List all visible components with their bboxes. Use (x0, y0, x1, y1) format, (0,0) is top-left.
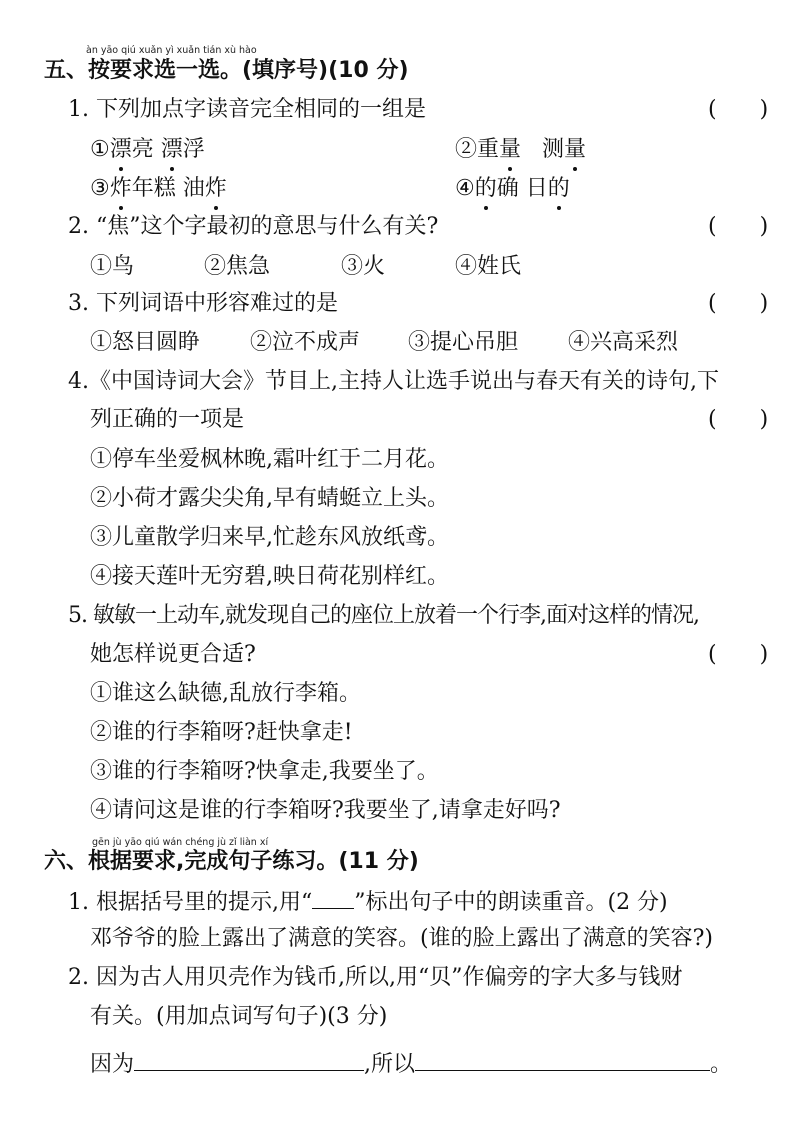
q1-option-3 (90, 175, 227, 203)
s6-q2-text-line2: 有关。(用加点词写句子)(3 分) (90, 1004, 388, 1029)
q3-option-3: ③提心吊胆 (408, 330, 519, 355)
q3-option-1: ①怒目圆睁 (90, 330, 201, 355)
q1-option-2 (455, 136, 586, 164)
q3-option-4: ④兴高采烈 (568, 330, 679, 355)
q5-text-line1: 5. 敏敏一上动车,就发现自己的座位上放着一个行李,面对这样的情况, (68, 603, 699, 628)
s6-q1-text-a: 1. 根据括号里的提示,用“ (68, 890, 313, 915)
q1-opt1-text-2: 浮 (182, 137, 205, 162)
q4-option-3: ③儿童散学归来早,忙趁东风放纸鸢。 (90, 525, 449, 550)
q4-text-line1: 4.《中国诗词大会》节目上,主持人让选手说出与春天有关的诗句,下 (68, 369, 719, 394)
s6-q1-text-b: ”标出句子中的朗读重音。(2 分) (354, 890, 668, 915)
q1-opt3-text: ③ (90, 176, 110, 201)
q1-opt2-dotted-char: 量 (499, 137, 522, 162)
q5-answer-paren[interactable]: ( ) (708, 642, 787, 667)
q4-answer-paren[interactable]: ( ) (708, 407, 787, 432)
q3-answer-paren[interactable]: ( ) (708, 291, 787, 316)
q1-opt1-dotted-char-2: 漂 (160, 137, 183, 162)
s6-q1-underline-sample (312, 886, 354, 909)
s6-q2-fill-so: ,所以 (364, 1052, 416, 1077)
q4-option-1: ①停车坐爱枫林晚,霜叶红于二月花。 (90, 447, 449, 472)
s6-q2-fill-end: 。 (710, 1052, 733, 1077)
q1-opt3-text-2: 年糕 油 (131, 176, 205, 201)
q1-opt2-num: ② (455, 137, 478, 162)
q2-option-1: ①鸟 (90, 254, 135, 279)
section5-pinyin: àn yāo qiú xuǎn yì xuǎn tián xù hào (86, 45, 257, 56)
q5-option-2: ②谁的行李箱呀?赶快拿走! (90, 720, 353, 745)
q4-text-line2: 列正确的一项是 (90, 407, 245, 432)
q4-option-4: ④接天莲叶无穷碧,映日荷花别样红。 (90, 564, 449, 589)
q1-opt1-dotted-char: 漂 (109, 137, 132, 162)
q5-option-4: ④请问这是谁的行李箱呀?我要坐了,请拿走好吗? (90, 798, 561, 823)
q2-text: 2. “焦”这个字最初的意思与什么有关? (68, 214, 439, 239)
q1-opt2-text-2: 测 (521, 137, 565, 162)
q5-option-1: ①谁这么缺德,乱放行李箱。 (90, 681, 361, 706)
q2-option-2: ②焦急 (204, 254, 271, 279)
s6-q1-text (68, 886, 668, 917)
q1-opt1-num: ① (90, 137, 110, 162)
q1-opt3-dotted-char-2: 炸 (204, 176, 227, 201)
q1-opt4-text: 确 日 (496, 176, 548, 201)
q1-option-4 (455, 175, 570, 203)
s6-q1-sentence[interactable]: 邓爷爷的脸上露出了满意的笑容。(谁的脸上露出了满意的笑容?) (90, 926, 713, 951)
q1-opt2-text: 重 (477, 137, 500, 162)
section6-pinyin: gēn jù yāo qiú wán chéng jù zǐ liàn xí (92, 837, 269, 848)
s6-q2-blank-1[interactable] (134, 1048, 364, 1071)
q1-opt3-dotted-char: 炸 (109, 176, 132, 201)
q1-option-1 (90, 136, 205, 164)
q2-option-3: ③火 (341, 254, 386, 279)
q1-answer-paren[interactable]: ( ) (708, 97, 787, 122)
q1-opt4-num: ④ (455, 176, 475, 201)
q5-text-line2: 她怎样说更合适? (90, 642, 256, 667)
q5-option-3: ③谁的行李箱呀?快拿走,我要坐了。 (90, 759, 439, 784)
q2-option-4: ④姓氏 (455, 254, 522, 279)
s6-q2-text-line1: 2. 因为古人用贝壳作为钱币,所以,用“贝”作偏旁的字大多与钱财 (68, 965, 683, 990)
q1-opt2-dotted-char-2: 量 (564, 137, 587, 162)
q3-text: 3. 下列词语中形容难过的是 (68, 291, 338, 316)
q1-text: 1. 下列加点字读音完全相同的一组是 (68, 97, 426, 122)
s6-q2-blank-2[interactable] (415, 1048, 710, 1071)
section6-title: 六、根据要求,完成句子练习。(11 分) (44, 849, 419, 874)
section5-title: 五、按要求选一选。(填序号)(10 分) (44, 58, 409, 83)
q4-option-2: ②小荷才露尖尖角,早有蜻蜓立上头。 (90, 486, 449, 511)
q1-opt4-dotted-char: 的 (474, 176, 497, 201)
s6-q2-fill-because: 因为 (90, 1052, 135, 1077)
q1-opt4-dotted-char-2: 的 (547, 176, 570, 201)
q1-opt1-text: 亮 (131, 137, 161, 162)
q2-answer-paren[interactable]: ( ) (708, 214, 787, 239)
s6-q2-fill-line (90, 1048, 732, 1079)
q3-option-2: ②泣不成声 (250, 330, 361, 355)
